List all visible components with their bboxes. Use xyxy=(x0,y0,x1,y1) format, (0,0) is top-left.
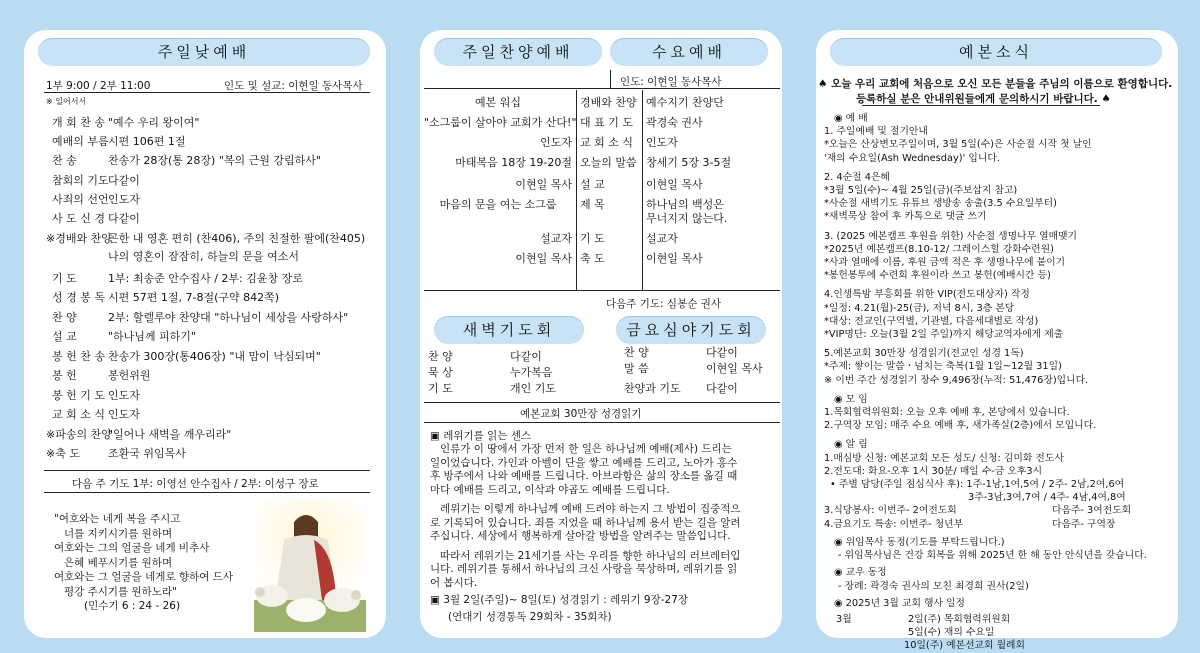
service-value: "하나님께 피하기" xyxy=(108,330,196,343)
meeting-2: 2.구역장 모임: 매주 수요 예배 후, 새가족실(2층)에서 모입니다. xyxy=(824,420,1097,432)
service-row xyxy=(46,248,299,264)
wednesday-label: 설 교 xyxy=(580,178,605,191)
news-1-title: 1. 주일예배 및 절기안내 xyxy=(824,126,928,138)
praise-item: 이현일 목사 xyxy=(515,178,572,191)
wednesday-leader: 인도: 이현일 동사목사 xyxy=(620,76,722,88)
news-line: *오늘은 산상변모주일이며, 3월 5일(수)은 사순절 시작 첫 날인 xyxy=(824,139,1092,151)
notice-1: 1.매심방 신청: 예본교회 모든 성도/ 신청: 김미화 전도사 xyxy=(824,452,1064,464)
divider xyxy=(44,470,370,471)
para: 레위기는 이렇게 하나님께 예배 드려야 하는지 그 방법이 집중적으 로 기록되어 있습니다. 죄를 지었을 때 하나님께 용서 받는 길을 알려 주십니다. 세상에서 행복하게 살아갈 방법을 알려주는 말씀입니다. xyxy=(430,503,741,542)
leviticus-heading: ▣ 레위기를 읽는 센스 xyxy=(430,430,532,442)
service-label: ※파송의 찬양 xyxy=(46,428,112,441)
praise-item: 설교자 xyxy=(540,232,572,245)
meeting-1: 1.목회협력위원회: 오늘 오후 예배 후, 본당에서 있습니다. xyxy=(824,407,1070,419)
verse-line: 여호와는 그의 얼굴을 네게 비추사 xyxy=(54,542,210,554)
notice-line: 3주-3남,3여,7여 / 4주- 4남,4여,8여 xyxy=(968,492,1126,504)
bible-reading-title: 예본교회 30만장 성경읽기 xyxy=(520,408,642,420)
service-row xyxy=(46,230,365,246)
wednesday-label: 교 회 소 식 xyxy=(580,136,633,149)
notice-3: 3.식당봉사: 이번주- 2여전도회 다음주- 3여전도회 xyxy=(824,505,1132,517)
wednesday-value: 창세기 5장 3-5절 xyxy=(646,156,732,169)
service-row xyxy=(46,387,140,403)
service-times: 1부 9:00 / 2부 11:00 xyxy=(46,80,151,92)
service-row xyxy=(46,114,200,130)
service-value: 봉헌위원 xyxy=(108,369,151,382)
service-row xyxy=(46,348,321,364)
prayer-value: 다같이 xyxy=(706,346,738,359)
service-row xyxy=(46,270,303,286)
divider xyxy=(44,492,370,493)
wednesday-title: 수요예배 xyxy=(610,38,768,66)
wednesday-label: 경배와 찬양 xyxy=(580,96,637,109)
service-value: 나의 영혼이 잠잠히, 하늘의 문을 여소서 xyxy=(108,250,299,263)
divider xyxy=(576,90,577,290)
service-label: 설 교 xyxy=(52,330,77,343)
wednesday-value: 하나님의 백성은 xyxy=(646,198,724,211)
service-label: 봉 헌 기 도 xyxy=(52,389,105,402)
para: 따라서 레위기는 21세기를 사는 우리를 향한 하나님의 러브레터입 니다. 레위기를 통해서 하나님의 크신 사랑을 묵상하며, 레위기를 읽 어 봅시다. xyxy=(430,549,741,589)
news-5-title: 5.예본교회 30만장 성경읽기(전교인 성경 1독) xyxy=(824,348,1024,360)
service-label: 찬 송 xyxy=(52,154,77,167)
service-label: 성 경 봉 독 xyxy=(52,291,105,304)
service-label: 기 도 xyxy=(52,272,77,285)
service-label: 사죄의 선언 xyxy=(52,193,109,206)
service-value: 2부: 할렐루야 찬양대 "하나님이 세상을 사랑하사" xyxy=(108,311,349,324)
members-line: - 장례: 곽경숙 권사의 모친 최경희 권사(2일) xyxy=(838,580,1029,592)
service-row xyxy=(46,426,231,442)
news-line: *주제: 쌓이는 말씀ㆍ넘치는 축복(1월 1일~12월 31일) xyxy=(824,361,1062,373)
friday-prayer-title: 금요심야기도회 xyxy=(616,316,766,344)
blessing-verse xyxy=(54,512,233,614)
service-label: ※경배와 찬양 xyxy=(46,232,112,245)
pastor-line: - 위임목사님은 건강 회복을 위해 2025년 한 해 동안 안식년을 갖습니다. xyxy=(838,550,1147,562)
shepherd-with-sheep-image xyxy=(254,500,366,632)
prayer-label: 묵 상 xyxy=(428,366,453,379)
service-row xyxy=(46,309,348,325)
service-value: 다같이 xyxy=(108,212,140,225)
standing-note: ※ 일어서서 xyxy=(46,97,87,106)
section-notices: ◉ 알 림 xyxy=(834,439,868,451)
divider xyxy=(642,90,643,290)
service-value: 인도자 xyxy=(108,389,140,402)
news-2-title: 2. 4순절 4은혜 xyxy=(824,171,890,183)
section-schedule: ◉ 2025년 3월 교회 행사 일정 xyxy=(834,597,965,609)
section-meetings: ◉ 모 임 xyxy=(834,393,868,405)
news-line: *3월 5일(수)~ 4월 25일(금)(주보삽지 참고) xyxy=(824,185,1018,197)
service-row xyxy=(46,445,186,461)
wednesday-label: 제 목 xyxy=(580,198,605,211)
welcome-line-2: 등록하실 분은 안내위원들에게 문의하시기 바랍니다. ♠ xyxy=(856,93,1111,105)
service-row xyxy=(46,289,279,305)
praise-item: 예본 워십 xyxy=(474,96,521,109)
service-label: 사 도 신 경 xyxy=(52,212,105,225)
panel-title: 주일낮예배 xyxy=(38,38,370,66)
panel-title: 예본소식 xyxy=(830,38,1162,66)
divider xyxy=(424,402,780,403)
service-value: "예수 우리 왕이여" xyxy=(108,116,200,129)
news-line: *사과 열매에 이름, 후원 금액 적은 후 생명나무에 붙이기 xyxy=(824,257,1066,269)
sunday-praise-title: 주일찬양예배 xyxy=(434,38,602,66)
service-value: 인도자 xyxy=(108,408,140,421)
reading-schedule-sub: (연대기 성경통독 29회차 - 35회차) xyxy=(448,611,612,623)
event-row: 5일(수) 재의 수요일 xyxy=(908,627,995,639)
underline xyxy=(862,105,1100,106)
divider xyxy=(424,422,780,423)
divider xyxy=(424,290,780,291)
prayer-label: 찬 양 xyxy=(624,346,649,359)
service-value: "일어나 새벽을 깨우리라" xyxy=(108,428,232,441)
service-label: 교 회 소 식 xyxy=(52,408,105,421)
divider xyxy=(610,70,611,88)
verse-reference: (민수기 6 : 24 - 26) xyxy=(84,600,181,612)
service-row xyxy=(46,152,321,168)
divider xyxy=(424,88,780,89)
news-line: *일정: 4.21(월)-25(금), 저녁 8시, 3층 본당 xyxy=(824,302,1015,314)
divider xyxy=(44,92,370,93)
service-value: 다같이 xyxy=(108,174,140,187)
service-row xyxy=(46,191,140,207)
welcome-line-1: ♠ 오늘 우리 교회에 처음으로 오신 모든 분들을 주님의 이름으로 환영합니다. xyxy=(818,78,1173,90)
wednesday-value: 인도자 xyxy=(646,136,678,149)
news-line: *대상: 전교인(구역별, 기관별, 다음세대별로 작성) xyxy=(824,315,1039,327)
service-row xyxy=(46,367,151,383)
service-row xyxy=(46,172,140,188)
prayer-value: 이현일 목사 xyxy=(706,362,763,375)
praise-item: 인도자 xyxy=(540,136,572,149)
service-value: 인도자 xyxy=(108,193,140,206)
service-row xyxy=(46,328,196,344)
news-line: '재의 수요일(Ash Wednesday)' 입니다. xyxy=(824,152,1000,164)
panel-praise-and-wednesday xyxy=(420,30,782,638)
event-row: 10일(주) 예본선교회 월례회 xyxy=(904,640,1025,652)
next-week-prayer: 다음 주 기도 1부: 이영선 안수집사 / 2부: 이성구 장로 xyxy=(72,478,319,490)
service-label: 예배의 부름 xyxy=(52,135,109,148)
prayer-label: 찬양과 기도 xyxy=(624,382,681,395)
panel-church-news xyxy=(816,30,1178,652)
verse-line: 너를 지키시기를 원하며 xyxy=(64,527,173,540)
news-line: *봉헌봉투에 수련회 후원이라 쓰고 봉헌(예배시간 등) xyxy=(824,270,1051,282)
praise-item: "소그룹이 살아야 교회가 산다!" xyxy=(424,116,577,129)
prayer-label: 말 씀 xyxy=(624,362,649,375)
service-label: 봉 헌 xyxy=(52,369,77,382)
wednesday-value: 무너지지 않는다. xyxy=(646,212,728,225)
wednesday-value: 예수지기 찬양단 xyxy=(646,96,724,109)
service-label: 봉 헌 찬 송 xyxy=(52,350,105,363)
praise-item: 마음의 문을 여는 소그룹 xyxy=(439,198,557,211)
news-body xyxy=(824,112,1174,653)
service-row xyxy=(46,133,186,149)
service-value: 조환국 위임목사 xyxy=(108,447,186,460)
service-value: 시편 57편 1절, 7-8절(구약 842쪽) xyxy=(108,291,280,304)
wednesday-value: 설교자 xyxy=(646,232,678,245)
verse-line: 여호와는 그 얼굴을 네게로 향하여 드사 xyxy=(54,571,233,583)
prayer-value: 다같이 xyxy=(706,382,738,395)
service-label: 개 회 찬 송 xyxy=(52,116,105,129)
dawn-prayer-title: 새벽기도회 xyxy=(434,316,584,344)
news-line: *2025년 예본캠프(8.10-12/ 그레이스힐 강화수련원) xyxy=(824,243,1054,255)
news-line: *사순절 새벽기도 유튜브 생방송 송출(3.5 수요일부터) xyxy=(824,198,1057,210)
event-row: 3월 2일(주) 목회협력위원회 xyxy=(836,613,1011,625)
verse-line: 은혜 베푸시기를 원하며 xyxy=(64,556,173,569)
reading-schedule: ▣ 3월 2일(주일)~ 8일(토) 성경읽기 : 레위기 9장-27장 xyxy=(430,594,689,606)
service-value: 1부: 최송준 안수집사 / 2부: 김윤창 장로 xyxy=(108,272,303,285)
prayer-value: 다같이 xyxy=(510,350,542,363)
notice-line: • 주별 담당(주일 점심식사 후): 1주-1남,1여,5여 / 2주- 2남,2여,6여 xyxy=(830,479,1125,491)
notice-2: 2.전도대: 화요-오후 1시 30분/ 매일 수-금 오후3시 xyxy=(824,465,1043,477)
next-week-prayer: 다음주 기도: 심봉순 권사 xyxy=(606,298,721,310)
service-label: 찬 양 xyxy=(52,311,77,324)
news-line: *새벽묵상 참여 후 카톡으로 댓글 쓰기 xyxy=(824,211,987,223)
wednesday-value: 곽경숙 권사 xyxy=(646,116,703,129)
notice-4: 4.금요기도 특송: 이번주- 청년부 다음주- 구역장 xyxy=(824,518,1116,530)
wednesday-value: 이현일 목사 xyxy=(646,178,703,191)
prayer-label: 찬 양 xyxy=(428,350,453,363)
section-worship: ◉ 예 배 xyxy=(834,113,868,124)
service-value: 시편 106편 1절 xyxy=(108,135,186,148)
praise-item: 이현일 목사 xyxy=(515,252,572,265)
service-value: 곤한 내 영혼 편히 (찬406), 주의 친절한 팔에(찬405) xyxy=(108,232,366,245)
leader-info: 인도 및 설교: 이현일 동사목사 xyxy=(224,80,363,92)
section-pastor: ◉ 위임목사 동정(기도를 부탁드립니다.) xyxy=(834,536,1005,548)
wednesday-label: 기 도 xyxy=(580,232,605,245)
service-label: ※축 도 xyxy=(46,447,80,460)
news-4-title: 4.인생특밤 부흥회를 위한 VIP(전도대상자) 작정 xyxy=(824,289,1030,301)
news-3-title: 3. (2025 예본캠프 후원을 위한) 사순절 생명나무 열매맺기 xyxy=(824,230,1077,242)
para: 인류가 이 땅에서 가장 먼저 한 일은 하나님께 예배(제사) 드리는 일이었습니다. 가인과 아벨이 단을 쌓고 예배를 드리고, 노아가 홍수 후 방주에서 나와 예배를 드립니다. 아브라함은 삶의 장소를 옮길 때 마다 예배를 드리고, 이삭과 야곱도 예배를 드립니다. xyxy=(430,443,738,496)
service-value: 찬송가 28장(통 28장) "복의 근원 강림하사" xyxy=(108,154,321,167)
panel-sunday-worship xyxy=(24,30,386,638)
wednesday-label: 대 표 기 도 xyxy=(580,116,633,129)
service-value: 찬송가 300장(통406장) "내 맘이 낙심되며" xyxy=(108,350,321,363)
service-row xyxy=(46,210,140,226)
wednesday-value: 이현일 목사 xyxy=(646,252,703,265)
service-label: 참회의 기도 xyxy=(52,174,109,187)
leviticus-text xyxy=(430,443,774,590)
praise-item: 마태복음 18장 19-20절 xyxy=(455,156,572,169)
wednesday-label: 축 도 xyxy=(580,252,605,265)
verse-line: "여호와는 네게 복을 주시고 xyxy=(54,513,181,525)
news-line: ※ 이번 주간 성경읽기 장수 9,496장(누적: 51,476장)입니다. xyxy=(824,374,1089,386)
prayer-value: 개인 기도 xyxy=(510,382,557,395)
prayer-value: 누가복음 xyxy=(510,366,553,379)
news-line: *VIP명단: 오늘(3월 2일 주일)까지 해당교역자에게 제출 xyxy=(824,329,1064,341)
prayer-label: 기 도 xyxy=(428,382,453,395)
verse-line: 평강 주시기를 원하노라" xyxy=(64,585,177,598)
service-row xyxy=(46,406,140,422)
section-members: ◉ 교우 동정 xyxy=(834,567,887,579)
wednesday-label: 오늘의 말씀 xyxy=(580,156,637,169)
